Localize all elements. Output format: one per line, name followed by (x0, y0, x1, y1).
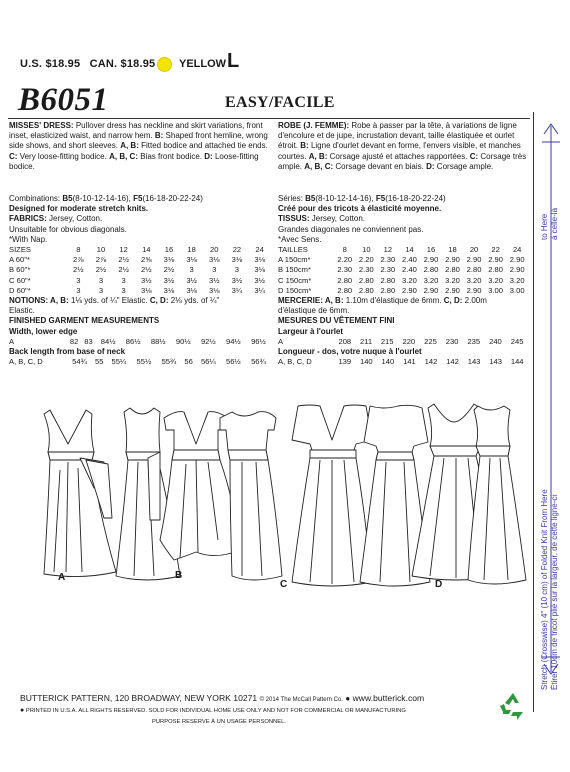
en-yardage-cell: 3 (189, 265, 194, 275)
en-yardage-cell: 3⅛ (208, 255, 220, 265)
fr-yardage-cell: 2.80 (466, 265, 482, 275)
pattern-number: B6051 (18, 82, 109, 118)
en-width-table (9, 337, 271, 347)
fr-yardage-cell: 2.90 (423, 285, 439, 295)
fr-c-label: C: (469, 151, 479, 161)
french-description (278, 121, 528, 172)
fr-abc-label: A, B, C: (304, 161, 334, 171)
fr-d-label: D: (426, 161, 435, 171)
en-yardage-cell: 3⅛ (186, 255, 197, 265)
fr-notions-text: 1.10m d'élastique de 6mm. (345, 296, 442, 306)
en-yardage-row (9, 265, 271, 275)
fr-size-header-cell: 18 (448, 245, 457, 255)
fr-length-row (278, 357, 528, 367)
fr-length-cell: 143 (467, 357, 481, 367)
en-d-text: Loose-fitting bodice. (9, 151, 259, 171)
fr-yardage-cell: 2.30 (380, 255, 396, 265)
margin-line (533, 112, 534, 712)
yellow-color-swatch (157, 57, 172, 72)
en-width-cell: 96½ (251, 336, 266, 346)
en-size-header-cell: 16 (164, 245, 174, 255)
fr-yardage-cell: 2.40 (402, 265, 417, 275)
english-description (9, 121, 271, 172)
en-yardage-cell: 3⅛ (254, 265, 265, 275)
en-length-cell: 55¾ (161, 357, 177, 367)
fr-width-cell: 211 (359, 336, 373, 346)
en-abc-text: Bias front bodice. (140, 151, 203, 161)
en-yardage-cell: 2½ (141, 265, 152, 275)
figure-label-a: A (58, 572, 66, 583)
fr-description: Robe à passer par la tête, à variations de ligne d'encolure et de jupe, incrustation devant, taille élastiquée et ourlet étroit. (278, 121, 517, 151)
fr-b-text: Ligne d'ourlet devant en forme, l'envers visible, et manches courtes. (278, 141, 521, 161)
en-yardage-cell: 3⅛ (231, 255, 243, 265)
fr-yardage-cell: 2.90 (509, 255, 525, 265)
en-yardage-cell: 2⅞ (95, 255, 107, 265)
fr-width-cell: 230 (445, 336, 459, 346)
en-yardage-cell: 3 (76, 285, 81, 295)
en-c-text: Very loose-fitting bodice. (19, 151, 107, 161)
fr-series-f5-sizes: (16-18-20-22-24) (385, 194, 446, 203)
fr-yardage-cell: 2.90 (488, 255, 503, 265)
size-letter: L (227, 50, 240, 72)
fr-yardage-cell: 3.20 (488, 275, 503, 285)
en-yardage-cell: 3½ (208, 275, 220, 285)
en-fabrics-label: FABRICS: (9, 214, 47, 224)
fr-yardage-cell: 2.80 (423, 265, 439, 275)
en-yardage-cell: 3 (121, 285, 126, 295)
fr-yardage-cell: 2.30 (380, 265, 396, 275)
en-yardage-cell: 2½ (73, 265, 84, 275)
en-length-cell: 56¾ (251, 357, 266, 367)
fr-yardage-cell: 2.90 (509, 265, 525, 275)
fr-length-cell: 142 (446, 357, 459, 367)
en-nap: *With Nap. (9, 234, 48, 244)
fr-yardage-cell: 3.20 (423, 275, 439, 285)
header-rule (8, 118, 530, 119)
en-yardage-cell: 2⅝ (141, 255, 152, 265)
footer-copyright: © 2014 The McCall Pattern Co. (259, 697, 343, 703)
en-size-header-cell: 18 (187, 245, 196, 255)
en-length-cell: 55¼ (111, 357, 127, 367)
en-yardage-cell: 3⅛ (208, 285, 220, 295)
fr-size-header-cell: 24 (512, 245, 522, 255)
gauge-to-here: to Here (540, 213, 549, 240)
en-yardage-row (9, 276, 271, 286)
fr-finished-title: MESURES DU VÊTEMENT FINI (278, 316, 395, 326)
fr-yardage-cell: 2.80 (358, 275, 374, 285)
fr-yardage-cell: 2.30 (358, 265, 374, 275)
en-yardage-cell: 2½ (118, 265, 129, 275)
fr-yardage-cell: D 150cm* (278, 285, 312, 295)
en-width-title: Width, lower edge (9, 326, 78, 336)
fr-series-b5: B5 (305, 194, 316, 203)
footer-legal-line (20, 707, 406, 714)
en-yardage-cell: D 60"* (9, 285, 31, 295)
en-combo-f5-sizes: (16-18-20-22-24) (142, 194, 203, 203)
en-yardage-cell: 3¼ (231, 285, 243, 295)
fr-yardage-cell: 2.90 (466, 285, 482, 295)
fr-length-table (278, 357, 528, 367)
en-abc-label: A, B, C: (109, 151, 138, 161)
fr-yardage-cell: B 150cm* (278, 265, 311, 275)
fr-series-b5-sizes: (8-10-12-14-16), (315, 194, 374, 203)
en-c-label: C: (9, 151, 18, 161)
en-notions-cont: Elastic. (9, 306, 35, 316)
fr-yardage-cell: 2.80 (380, 285, 396, 295)
en-back-title: Back length from base of neck (9, 347, 126, 357)
en-length-cell: 55½ (136, 357, 152, 367)
en-size-header-cell: 24 (255, 245, 264, 255)
fr-series-f5: F5 (375, 194, 386, 203)
en-yardage-cell: 3 (212, 265, 217, 275)
fr-length-cell: A, B, C, D (278, 357, 312, 367)
fr-yardage-table (278, 245, 528, 296)
en-width-cell: 90½ (175, 336, 191, 346)
en-width-cell: 86½ (125, 336, 141, 346)
view-c-front-illustration (292, 405, 372, 586)
price-line (20, 58, 161, 70)
en-size-header-cell: 12 (119, 245, 128, 255)
bullet-icon: ● (20, 707, 25, 714)
en-yardage-cell: 2½ (163, 265, 175, 275)
fr-size-header-cell: 20 (469, 245, 479, 255)
fr-notions-label: MERCERIE: A, B: (278, 296, 344, 306)
en-description: Pullover dress has neckline and skirt variations, front inset, elasticized waist, and narrow hem. (9, 121, 263, 141)
gauge-a-celle: à celle-là (550, 207, 559, 240)
fr-size-header (278, 245, 528, 255)
fr-b-label: B: (300, 141, 309, 151)
en-yardage-cell: 3⅛ (163, 255, 175, 265)
fr-notions-cont: d'élastique de 6mm. (278, 306, 350, 316)
fr-yardage-cell: A 150cm* (278, 255, 311, 265)
en-yardage-cell: 3½ (254, 275, 265, 285)
en-size-header (9, 245, 271, 255)
color-label: YELLOW (179, 58, 227, 70)
fr-yardage-cell: 2.90 (445, 255, 460, 265)
fr-yardage-cell: 2.30 (337, 265, 353, 275)
fr-yardage-cell: 2.90 (445, 285, 460, 295)
english-info (9, 194, 271, 367)
en-length-table (9, 357, 271, 367)
fr-yardage-row (278, 265, 528, 275)
en-width-cell: 94½ (225, 336, 241, 346)
en-yardage-cell: 3⅛ (141, 285, 152, 295)
en-length-cell: 56¼ (200, 357, 216, 367)
en-length-row (9, 357, 271, 367)
fr-yardage-cell: 2.20 (337, 255, 353, 265)
fr-ab-text: Corsage ajusté et attaches rapportées. (329, 151, 468, 161)
fr-notions-cd-label: C, D: (443, 296, 463, 306)
figure-label-b: B (175, 570, 183, 581)
en-yardage-cell: 3 (121, 275, 126, 285)
fr-back-title: Longueur - dos, votre nuque à l'ourlet (278, 347, 422, 357)
fr-yardage-cell: 3.20 (466, 275, 482, 285)
en-yardage-cell: 2½ (118, 255, 129, 265)
fr-length-cell: 140 (381, 357, 395, 367)
en-width-cell: 92½ (200, 336, 216, 346)
en-width-cell: 88½ (150, 336, 166, 346)
en-notions-cd-label: C, D: (149, 296, 169, 306)
en-yardage-cell: 3 (98, 275, 104, 285)
figure-label-d: D (435, 579, 443, 590)
fr-size-rows (278, 255, 528, 296)
fr-title: ROBE (J. FEMME): (278, 121, 350, 130)
dress-illustrations (20, 400, 530, 590)
fr-yardage-cell: 2.80 (380, 275, 396, 285)
fr-yardage-cell: 3.00 (488, 285, 503, 295)
en-width-cell: 83 (84, 336, 93, 346)
fr-length-cell: 144 (510, 357, 524, 367)
fr-d-text: Corsage ample. (436, 161, 494, 171)
fr-yardage-row (278, 286, 528, 296)
en-length-cell: 55 (94, 357, 104, 367)
fr-length-cell: 140 (359, 357, 373, 367)
fr-fabrics-text: Jersey, Cotton. (311, 214, 366, 224)
fr-width-cell: 240 (489, 336, 502, 346)
fr-width-cell: 245 (510, 336, 524, 346)
en-width-cell: A (9, 336, 15, 346)
fr-length-cell: 141 (403, 357, 416, 367)
fr-size-header-cell: 10 (362, 245, 371, 255)
en-yardage-cell: A 60"* (9, 255, 30, 265)
en-notions-cd-text: 2⅛ yds. of ¼" (170, 296, 220, 306)
fr-yardage-cell: 2.90 (466, 255, 482, 265)
fr-yardage-cell: 2.40 (402, 255, 417, 265)
fr-notions-cd-text: 2.00m (464, 296, 487, 306)
fr-width-cell: 215 (380, 336, 394, 346)
us-price: U.S. $18.95 (20, 58, 81, 70)
fr-yardage-cell: 2.80 (488, 265, 503, 275)
en-notions-text: 1⅛ yds. of ¼" Elastic. (70, 296, 148, 306)
en-yardage-cell: 3½ (141, 275, 152, 285)
view-a-front-illustration (44, 410, 116, 577)
en-length-cell: 56 (184, 357, 193, 367)
en-length-cell: 54¾ (72, 357, 87, 367)
footer-legal-fr: PURPOSE RESERVE À UN USAGE PERSONNEL. (152, 719, 286, 725)
fr-yardage-cell: 2.90 (423, 255, 439, 265)
footer-website: www.butterick.com (352, 693, 425, 703)
en-notions-label: NOTIONS: A, B: (9, 296, 69, 306)
fr-width-cell: A (278, 336, 284, 346)
en-unsuitable: Unsuitable for obvious diagonals. (9, 224, 127, 234)
en-size-header-cell: 22 (232, 245, 242, 255)
gauge-stretch-fr: Étirer 10cm de tricot plié sur la largeur, de cette ligne-ci (550, 494, 559, 690)
en-d-label: D: (204, 151, 213, 161)
fr-yardage-cell: 3.20 (402, 275, 417, 285)
fr-size-header-cell: 14 (405, 245, 414, 255)
fr-width-row (278, 337, 528, 347)
en-yardage-cell: 3¼ (254, 285, 265, 295)
en-ab-text: Fitted bodice and attached tie ends. (141, 141, 268, 151)
en-yardage-cell: 3⅛ (163, 285, 175, 295)
fr-width-cell: 208 (338, 336, 352, 346)
en-length-cell: A, B, C, D (9, 357, 43, 367)
en-yardage-cell: 3 (76, 275, 81, 285)
can-price: CAN. $18.95 (89, 58, 156, 70)
fr-ab-label: A, B: (308, 151, 328, 161)
en-yardage-cell: 3 (98, 285, 104, 295)
en-yardage-cell: 3⅛ (186, 285, 197, 295)
recycle-icon (497, 690, 529, 722)
bullet-icon: ● (345, 694, 351, 703)
en-size-header-cell: 10 (96, 245, 106, 255)
en-combo-b5: B5 (62, 194, 73, 203)
en-width-cell: 82 (69, 336, 79, 346)
en-length-cell: 56½ (225, 357, 241, 367)
fr-width-cell: 220 (402, 336, 416, 346)
en-yardage-cell: 3⅛ (254, 255, 265, 265)
footer-address: BUTTERICK PATTERN, 120 BROADWAY, NEW YORK 10271 (20, 693, 258, 703)
en-yardage-row (9, 286, 271, 296)
en-b-label: B: (154, 131, 164, 141)
fr-yardage-cell: 2.20 (358, 255, 374, 265)
en-combinations-prefix: Combinations: (9, 194, 61, 203)
en-b-text: Shaped front hemline, wrong side shows, and short sleeves. (9, 131, 268, 151)
fr-nap: *Avec Sens. (278, 234, 322, 244)
en-yardage-table (9, 245, 271, 296)
en-combo-b5-sizes: (8-10-12-14-16), (72, 194, 131, 203)
fr-yardage-cell: 2.90 (402, 285, 417, 295)
en-width-cell: 84½ (100, 336, 116, 346)
en-size-rows (9, 255, 271, 296)
fr-yardage-cell: C 150cm* (278, 275, 312, 285)
fr-yardage-cell: 2.80 (337, 285, 353, 295)
en-yardage-cell: 3 (234, 265, 240, 275)
fr-unsuitable: Grandes diagonales ne conviennent pas. (278, 224, 424, 234)
footer-address-line (20, 693, 424, 703)
en-designed: Designed for moderate stretch knits. (9, 204, 149, 214)
fr-size-header-cell: 12 (383, 245, 393, 255)
en-size-header-cell: SIZES (9, 245, 31, 255)
fr-designed: Créé pour des tricots à élasticité moyenne. (278, 204, 442, 214)
fr-yardage-row (278, 276, 528, 286)
fr-abc-text: Corsage devant en biais. (335, 161, 424, 171)
fr-width-table (278, 337, 528, 347)
en-size-header-cell: 14 (142, 245, 151, 255)
fr-width-title: Largeur à l'ourlet (278, 326, 344, 336)
fr-size-header-cell: 22 (491, 245, 500, 255)
fr-yardage-cell: 2.80 (445, 265, 460, 275)
gauge-stretch-en: Stretch (Crosswise) 4" (10 cm) of Folded Knit From Here (540, 489, 549, 690)
footer-legal: PRINTED IN U.S.A. ALL RIGHTS RESERVED. SOLD FOR INDIVIDUAL HOME USE ONLY AND NOT FOR COMMERCIAL OR MANUFACTURING (25, 708, 406, 714)
en-yardage-row (9, 255, 271, 265)
fr-yardage-cell: 3.20 (509, 275, 525, 285)
en-yardage-cell: 2½ (95, 265, 107, 275)
en-size-header-cell: 20 (210, 245, 219, 255)
fr-width-cell: 235 (467, 336, 481, 346)
en-yardage-cell: C 60"* (9, 275, 31, 285)
en-title: MISSES' DRESS: (9, 121, 74, 130)
fr-series-prefix: Séries: (278, 194, 303, 203)
en-combo-f5: F5 (133, 194, 143, 203)
fr-size-header-cell: 16 (426, 245, 436, 255)
fr-c-text: Corsage très ample. (278, 151, 527, 171)
en-yardage-cell: 3½ (186, 275, 197, 285)
en-size-header-cell: 8 (76, 245, 81, 255)
en-width-row (9, 337, 271, 347)
en-yardage-cell: 3½ (163, 275, 175, 285)
en-ab-label: A, B: (120, 141, 139, 151)
figure-label-c: C (280, 579, 288, 590)
en-fabrics-text: Jersey, Cotton. (49, 214, 103, 224)
fr-length-cell: 143 (489, 357, 502, 367)
en-finished-title: FINISHED GARMENT MEASUREMENTS (9, 316, 160, 326)
fr-series (278, 194, 528, 204)
fr-yardage-cell: 3.00 (509, 285, 525, 295)
fr-size-header-cell: TAILLES (278, 245, 308, 255)
fr-length-cell: 139 (338, 357, 352, 367)
fr-length-cell: 142 (424, 357, 438, 367)
fr-yardage-cell: 2.80 (337, 275, 353, 285)
fr-yardage-cell: 2.80 (358, 285, 374, 295)
en-yardage-cell: 3½ (231, 275, 243, 285)
en-yardage-cell: 2⅞ (73, 255, 84, 265)
en-combinations (9, 194, 271, 204)
fr-fabrics-label: TISSUS: (278, 214, 310, 224)
fr-size-header-cell: 8 (342, 245, 347, 255)
fr-yardage-row (278, 255, 528, 265)
fr-yardage-cell: 3.20 (445, 275, 460, 285)
en-yardage-cell: B 60"* (9, 265, 31, 275)
french-info (278, 194, 528, 367)
difficulty-label: EASY/FACILE (225, 94, 335, 111)
fr-width-cell: 225 (424, 336, 437, 346)
